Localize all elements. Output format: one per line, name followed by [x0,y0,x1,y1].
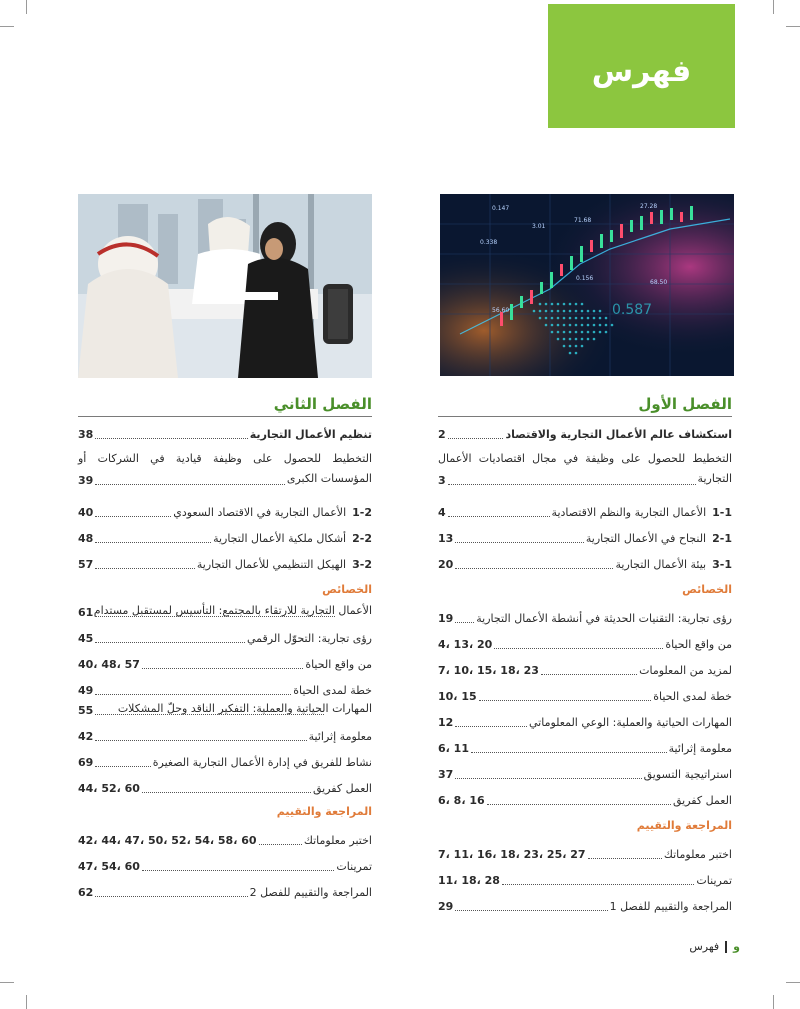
entry-text: الهيكل التنظيمي للأعمال التجارية [196,558,347,571]
entry-text: اختبر معلوماتك [663,848,732,861]
leader-dots [142,870,334,871]
lesson-number: 3-2 [352,558,372,571]
lesson-number: 2-1 [712,532,732,545]
chart-label: 0.156 [576,275,594,282]
candle [680,212,683,222]
entry-text: من واقع الحياة [305,658,372,671]
page-number: 49 [78,684,94,697]
page-number: 6، 8، 16 [438,794,485,807]
leader-dots [455,622,474,623]
feature-entry[interactable] [78,601,372,621]
crop-mark [773,995,774,1009]
entry-text: خطة لمدى الحياة [653,690,732,703]
candle [620,224,623,238]
feature-entry[interactable] [78,647,372,673]
candle [550,272,553,288]
page-number: 20 [438,558,454,571]
footer-label: فهرس [689,940,720,953]
candle [600,234,603,248]
leader-dots [95,484,285,485]
feature-entry[interactable] [438,757,732,783]
lesson-entry[interactable] [78,547,372,573]
entry-text: العمل كفريق [672,794,732,807]
entry-text: معلومة إثرائية [668,742,732,755]
page-number: 40، 48، 57 [78,658,140,671]
candle [540,282,543,294]
entry-text: نشاط للفريق في إدارة الأعمال التجارية الصغيرة [152,756,372,769]
leader-dots [95,616,335,617]
leader-dots [448,484,696,485]
entry-text: الأعمال التجارية والنظم الاقتصادية [551,506,707,519]
business-meeting-image [78,194,372,378]
leader-dots [479,700,652,701]
leader-dots [95,896,247,897]
entry-text: المراجعة والتقييم للفصل 1 [609,900,732,913]
feature-entry[interactable] [78,673,372,699]
leader-dots [95,438,247,439]
entry-text: خطة لمدى الحياة [293,684,372,697]
page-number: 69 [78,756,94,769]
review-entry[interactable] [438,863,732,889]
entry-text: من واقع الحياة [665,638,732,651]
chapter-1-title: الفصل الأول [638,395,732,413]
lesson-entry[interactable] [438,521,732,547]
intro-entry[interactable] [438,449,732,489]
leader-dots [502,884,694,885]
leader-dots [259,844,302,845]
chapter-1-rule [438,416,732,417]
candle [690,206,693,220]
entry-text: الأعمال التجارية في الاقتصاد السعودي [173,506,347,519]
page-number: 29 [438,900,454,913]
leader-dots [95,740,306,741]
feature-entry[interactable] [78,699,372,719]
leader-dots [448,516,550,517]
footer-page-number: و [733,940,740,953]
page-number: 40 [78,506,94,519]
entry-text: رؤى تجارية: التقنيات الحديثة في أنشطة الأعمال التجارية [476,612,732,625]
candle [660,210,663,224]
entry-text: استراتيجية التسويق [643,768,732,781]
chart-label: 3.01 [532,223,546,230]
candle [630,220,633,232]
leader-dots [95,694,291,695]
page-number: 7، 11، 16، 18، 23، 25، 27 [438,848,586,861]
page-number: 19 [438,612,454,625]
chart-label: 56.60 [492,307,510,314]
page-number: 42، 44، 47، 50، 52، 54، 58، 60 [78,834,257,847]
feature-entry[interactable] [438,705,732,731]
candle [590,240,593,252]
review-entry[interactable] [438,837,732,863]
entry-text: النجاح في الأعمال التجارية [585,532,707,545]
candle [510,304,513,320]
candle [560,264,563,276]
chart-label: 0.587 [612,302,653,318]
crop-mark [786,26,800,27]
crop-mark [26,0,27,14]
entry-text: التخطيط للحصول على وظيفة قيادية في الشركات أو المؤسسات الكبرى [78,452,372,485]
lesson-number: 1-1 [712,506,732,519]
page-number: 7، 10، 15، 18، 23 [438,664,539,677]
page-number: 47، 54، 60 [78,860,140,873]
leader-dots [487,804,671,805]
feature-entry[interactable] [438,783,732,809]
feature-entry[interactable] [438,601,732,627]
review-entry[interactable] [78,849,372,875]
entry-text: استكشاف عالم الأعمال التجارية والاقتصاد [505,428,732,441]
entry-text: لمزيد من المعلومات [639,664,732,677]
page-number: 48 [78,532,94,545]
lesson-entry[interactable] [78,521,372,547]
entry-text: المراجعة والتقييم للفصل 2 [249,886,372,899]
lesson-number: 3-1 [712,558,732,571]
unit-entry[interactable] [438,421,732,443]
page-number: 4 [438,506,446,519]
page-number: 11، 18، 28 [438,874,500,887]
page-footer [660,940,740,953]
feature-entry[interactable] [438,653,732,679]
review-heading: المراجعة والتقييم [276,805,372,818]
page-number: 44، 52، 60 [78,782,140,795]
entry-text: العمل كفريق [312,782,372,795]
leader-dots [95,642,245,643]
page-number: 61 [78,606,94,619]
entry-text: التخطيط للحصول على وظيفة في مجال اقتصاديات الأعمال التجارية [438,452,732,485]
chart-label: 0.338 [480,239,498,246]
crop-mark [0,982,14,983]
leader-dots [95,766,150,767]
leader-dots [541,674,637,675]
lesson-entry[interactable] [438,547,732,573]
leader-dots [455,910,607,911]
candle [670,208,673,220]
feature-entry[interactable] [78,719,372,745]
feature-entry[interactable] [438,627,732,653]
leader-dots [448,438,504,439]
page-number: 13 [438,532,454,545]
entry-text: أشكال ملكية الأعمال التجارية [213,532,347,545]
leader-dots [455,542,584,543]
page-number: 4، 13، 20 [438,638,493,651]
feature-entry[interactable] [78,621,372,647]
crop-mark [773,0,774,14]
leader-dots [455,568,613,569]
chapter-1-column [438,392,732,915]
page-number: 37 [438,768,454,781]
features-heading: الخصائص [322,583,372,596]
footer-divider [725,941,727,953]
feature-entry[interactable] [78,745,372,771]
review-entry[interactable] [78,823,372,849]
lesson-number: 2-2 [352,532,372,545]
lesson-number: 1-2 [352,506,372,519]
unit-entry[interactable] [78,421,372,443]
chapter-2-title: الفصل الثاني [273,395,372,413]
leader-dots [95,714,324,715]
page-number: 42 [78,730,94,743]
page-title: فهرس [591,53,692,89]
page-number: 62 [78,886,94,899]
page-number: 38 [78,428,94,441]
crop-mark [0,26,14,27]
page-number: 39 [78,474,94,487]
entry-text: المهارات الحياتية والعملية: التفكير الناقد وحلّ المشكلات [117,702,372,715]
candle [580,246,583,262]
candle [530,290,533,304]
leader-dots [95,542,211,543]
review-entry[interactable] [78,875,372,901]
feature-entry[interactable] [78,771,372,797]
entry-text: اختبر معلوماتك [303,834,372,847]
page-number: 55 [78,704,94,717]
page-title-box [548,4,735,128]
leader-dots [95,568,195,569]
entry-text: المهارات الحياتية والعملية: الوعي المعلوماتي [528,716,732,729]
page-number: 57 [78,558,94,571]
entry-text: تنظيم الأعمال التجارية [249,428,372,441]
intro-entry[interactable] [78,449,372,489]
entry-text: تمرينات [696,874,732,887]
candle [640,216,643,230]
leader-dots [142,668,303,669]
chart-label: 68.50 [650,279,668,286]
entry-text: الأعمال التجارية للارتقاء بالمجتمع: التأسيس لمستقبل مستدام [93,604,372,617]
lesson-entry[interactable] [78,495,372,521]
candle [610,230,613,242]
leader-dots [95,516,171,517]
candle [650,212,653,224]
page-number: 2 [438,428,446,441]
crop-mark [26,995,27,1009]
candle [500,312,503,326]
leader-dots [455,778,641,779]
leader-dots [494,648,663,649]
chart-label: 71.68 [574,217,592,224]
lesson-entry[interactable] [438,495,732,521]
chapter-2-rule [78,416,372,417]
leader-dots [455,726,527,727]
review-heading: المراجعة والتقييم [636,819,732,832]
feature-entry[interactable] [438,731,732,757]
page-number: 10، 15 [438,690,477,703]
entry-text: بيئة الأعمال التجارية [615,558,707,571]
leader-dots [471,752,667,753]
review-entry[interactable] [438,889,732,915]
page-number: 45 [78,632,94,645]
entry-text: رؤى تجارية: التحوّل الرقمي [247,632,372,645]
chart-label: 27.28 [640,203,658,210]
leader-dots [588,858,662,859]
chapter-2-column [78,392,372,901]
page-number: 6، 11 [438,742,469,755]
leader-dots [142,792,311,793]
stock-chart-image [440,194,734,376]
chart-label: 0.147 [492,205,510,212]
page-number: 12 [438,716,454,729]
page-number: 3 [438,474,446,487]
feature-entry[interactable] [438,679,732,705]
entry-text: معلومة إثرائية [308,730,372,743]
candle [520,296,523,308]
entry-text: تمرينات [336,860,372,873]
features-heading: الخصائص [682,583,732,596]
crop-mark [786,982,800,983]
candle [570,256,573,270]
